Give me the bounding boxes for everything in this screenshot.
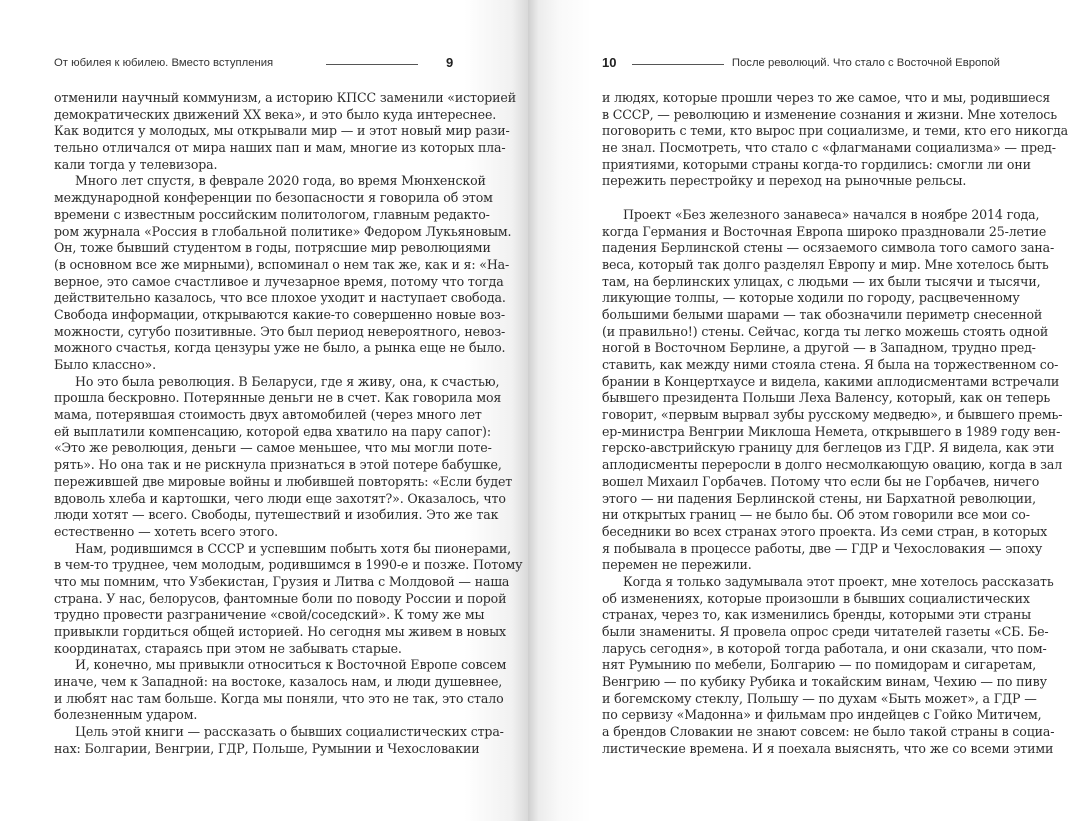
text-line: международной конференции по безопасности я говорила об этом bbox=[54, 190, 493, 206]
text-line: а брендов Словакии не знают совсем: не было такой страны в социа- bbox=[602, 724, 1055, 740]
text-line: тельно отличался от мира наших пап и мам, многие из которых пла- bbox=[54, 140, 506, 156]
text-line: брании в Концертхаусе и видела, какими аплодисментами встречали bbox=[602, 373, 1060, 389]
text-line: перемен не пережили. bbox=[602, 557, 752, 573]
text-line: иначе, чем к Западной: на востоке, казалось нам, и люди душевнее, bbox=[54, 674, 503, 690]
text-line: странах, через то, как изменились бренды, которыми эти страны bbox=[602, 607, 1032, 623]
text-line: Он, тоже бывший студентом в годы, потрясшие мир революциями bbox=[54, 240, 491, 256]
running-head-title: После революций. Что стало с Восточной Европой bbox=[731, 57, 1000, 69]
text-line: (и правильно!) стены. Сейчас, когда ты легко можешь стоять одной bbox=[602, 323, 1049, 339]
text-line: были знамениты. Я провела опрос среди читателей газеты «СБ. Бе- bbox=[602, 624, 1049, 639]
running-head-title: От юбилея к юбилею. Вместо вступления bbox=[54, 57, 274, 69]
text-line: беседники во всех странах этого проекта. Из семи стран, в которых bbox=[602, 523, 1048, 539]
paragraph bbox=[54, 373, 513, 541]
paragraph bbox=[54, 724, 504, 757]
text-line: Проект «Без железного занавеса» начался в ноябре 2014 года, bbox=[623, 206, 1040, 222]
text-line: ликующие толпы, — которые ходили по городу, расцвеченному bbox=[602, 290, 1020, 306]
paragraph bbox=[54, 90, 516, 173]
paragraph-spacer bbox=[602, 190, 1000, 207]
text-line: можного счастья, когда цензуры уже не было, а рынка еще не было. bbox=[54, 340, 506, 356]
text-line: нят Румынию по мебели, Болгарию — по помидорам и сигаретам, bbox=[602, 657, 1037, 673]
text-line: большими белыми шарами — так обозначили периметр снесенной bbox=[602, 306, 1043, 322]
paragraph bbox=[54, 173, 512, 373]
text-line: Но это была революция. В Беларуси, где я живу, она, к счастью, bbox=[75, 373, 500, 389]
text-line: пережившей две мировые войны и любившей повторять: «Если будет bbox=[54, 473, 513, 489]
text-line: ром журнала «Россия в глобальной политике» Федором Лукьяновым. bbox=[54, 223, 512, 239]
paragraph bbox=[54, 540, 523, 658]
text-line: «Это же революция, деньги — самое меньшее, что мы могли поте- bbox=[54, 440, 492, 456]
text-line: Было классно». bbox=[54, 357, 156, 372]
text-line: страна. У нас, белорусов, фантомные боли по поводу России и порой bbox=[54, 590, 507, 606]
text-line: там, на берлинских улицах, с людьми — их были тысячи и тысячи, bbox=[602, 273, 1041, 289]
text-line: Нам, родившимся в СССР и успевшим побыть хотя бы пионерами, bbox=[75, 540, 511, 556]
text-line: Цель этой книги — рассказать о бывших социалистических стра- bbox=[75, 724, 504, 740]
text-line: Много лет спустя, в феврале 2020 года, во время Мюнхенской bbox=[75, 173, 486, 189]
header-rule bbox=[632, 64, 724, 65]
text-line: ларусь сегодня», в которой тогда работала, и они сказали, что пом- bbox=[602, 640, 1047, 656]
text-line: рять». Но она так и не рискнула признаться в этой потере бабушке, bbox=[54, 457, 502, 473]
text-line: И, конечно, мы привыкли относиться к Восточной Европе совсем bbox=[75, 657, 507, 673]
text-line: Свобода информации, открываются какие-то совершенно новые воз- bbox=[54, 306, 505, 322]
text-line: когда Германия и Восточная Европа широко праздновали 25-летие bbox=[602, 223, 1047, 239]
page-number: 10 bbox=[602, 55, 617, 70]
text-line: Когда я только задумывала этот проект, мне хотелось рассказать bbox=[623, 573, 1054, 589]
text-line: трудно провести разграничение «свой/соседский». К тому же мы bbox=[54, 607, 485, 623]
text-line: и богемскому стеклу, Польшу — по духам «Быть может», а ГДР — bbox=[602, 690, 1037, 706]
text-line: аплодисменты переросли в долго несмолкающую овацию, когда в зал bbox=[602, 457, 1063, 473]
text-line: (в основном все же мирными), вспоминал о нем так же, как и я: «На- bbox=[54, 256, 510, 272]
right-page bbox=[528, 0, 1068, 821]
text-line: падения Берлинской стены — осязаемого символа того самого зана- bbox=[602, 240, 1055, 256]
running-header bbox=[54, 56, 454, 72]
paragraph bbox=[54, 657, 507, 724]
header-rule bbox=[326, 64, 418, 65]
text-line: ни открытых границ — не было бы. Об этом говорили все мои со- bbox=[602, 507, 1030, 523]
text-line: действительно казалось, что все плохое уходит и наступает свобода. bbox=[54, 290, 506, 306]
text-line: люди хотят — всего. Свободы, путешествий и изобилия. Это же так bbox=[54, 507, 499, 523]
text-line: нах: Болгарии, Венгрии, ГДР, Польше, Румынии и Чехословакии bbox=[54, 740, 480, 756]
text-line: кали тогда у телевизора. bbox=[54, 156, 218, 172]
text-line: веса, который так долго разделял Европу и мир. Мне хотелось быть bbox=[602, 256, 1049, 272]
text-line: этого — ни падения Берлинской стены, ни Бархатной революции, bbox=[602, 490, 1036, 506]
text-line: ногой в Восточном Берлине, а другой — в Западном, трудно пред- bbox=[602, 340, 1036, 356]
text-line: вошел Михаил Горбачев. Потому что если бы не Горбачев, ничего bbox=[602, 473, 1040, 489]
body-text bbox=[54, 90, 523, 758]
text-line: Как водится у молодых, мы открывали мир — и этот новый мир рази- bbox=[54, 123, 510, 139]
text-line: в СССР, — революцию и изменение сознания и жизни. Мне хотелось bbox=[602, 106, 1057, 122]
text-line: отменили научный коммунизм, а историю КПСС заменили «историей bbox=[54, 90, 516, 105]
text-line: болезненным ударом. bbox=[54, 707, 198, 723]
text-line: демократических движений XX века», и это было куда интереснее. bbox=[54, 106, 497, 122]
text-line: по сервизу «Мадонна» и фильмам про индейцев с Гойко Митичем, bbox=[602, 707, 1042, 723]
text-line: не знал. Посмотреть, что стало с «флагманами социализма» — пред- bbox=[602, 140, 1056, 156]
paragraph bbox=[602, 206, 1063, 574]
text-line: можности, сугубо позитивные. Это был период невероятного, невоз- bbox=[54, 323, 506, 339]
text-line: ер-министра Венгрии Миклоша Немета, открывшего в 1989 году вен- bbox=[602, 423, 1061, 439]
text-line: ей выплатили компенсацию, которой едва хватило на пару сапог): bbox=[54, 423, 491, 439]
page-number: 9 bbox=[446, 55, 454, 70]
left-page bbox=[0, 0, 528, 821]
text-line: приятиями, которыми страны когда-то гордились: смогли ли они bbox=[602, 156, 1031, 172]
text-line: говорит, «первым вырвал зубы русскому медведю», и бывшего премь- bbox=[602, 407, 1063, 423]
text-line: и людях, которые прошли через то же самое, что и мы, родившиеся bbox=[602, 90, 1051, 105]
text-line: координатах, стараясь при этом не забывать старые. bbox=[54, 640, 402, 656]
text-line: мама, потерявшая стоимость двух автомобилей (через много лет bbox=[54, 407, 482, 423]
text-line: пережить перестройку и переход на рыночные рельсы. bbox=[602, 173, 967, 189]
text-line: привыкли гордиться общей историей. Но сегодня мы живем в новых bbox=[54, 624, 506, 639]
text-line: Венгрию — по кубику Рубика и токайским винам, Чехию — по пиву bbox=[602, 674, 1047, 690]
text-line: естественно — хотеть всего этого. bbox=[54, 523, 279, 539]
text-line: и любят нас там больше. Когда мы поняли, что это не так, это стало bbox=[54, 690, 504, 706]
text-line: времени с известным российским политологом, главным редакто- bbox=[54, 206, 490, 222]
text-line: прошла бескровно. Потерянные деньги не в счет. Как говорила моя bbox=[54, 390, 502, 406]
text-line: об изменениях, которые произошли в бывших социалистических bbox=[602, 590, 1030, 606]
text-line: верное, это самое счастливое и лучезарное время, потому что тогда bbox=[54, 273, 504, 289]
body-text bbox=[602, 90, 1068, 758]
text-line: бывшего президента Польши Леха Валенсу, который, как он теперь bbox=[602, 390, 1051, 406]
text-line: ставить, как между ними стояла стена. Я была на торжественном со- bbox=[602, 357, 1059, 372]
text-line: я побывала в процессе работы, две — ГДР и Чехословакия — эпоху bbox=[602, 540, 1043, 556]
text-line: поговорить с теми, кто вырос при социализме, и теми, кто его никогда bbox=[602, 123, 1068, 139]
paragraph bbox=[602, 90, 1068, 190]
text-line: герско-австрийскую границу для беглецов из ГДР. Я видела, как эти bbox=[602, 440, 1055, 456]
text-line: что мы помним, что Узбекистан, Грузия и Литва с Молдовой — наша bbox=[54, 573, 510, 589]
paragraph bbox=[602, 573, 1055, 758]
running-header bbox=[602, 56, 1002, 72]
text-line: листические времена. И я поехала выяснять, что же со всеми этими bbox=[602, 740, 1054, 756]
text-line: вдоволь хлеба и картошки, чего люди еще захотят?». Оказалось, что bbox=[54, 490, 506, 506]
text-line: в чем-то труднее, чем молодым, родившимся в 1990-е и позже. Потому bbox=[54, 557, 523, 573]
